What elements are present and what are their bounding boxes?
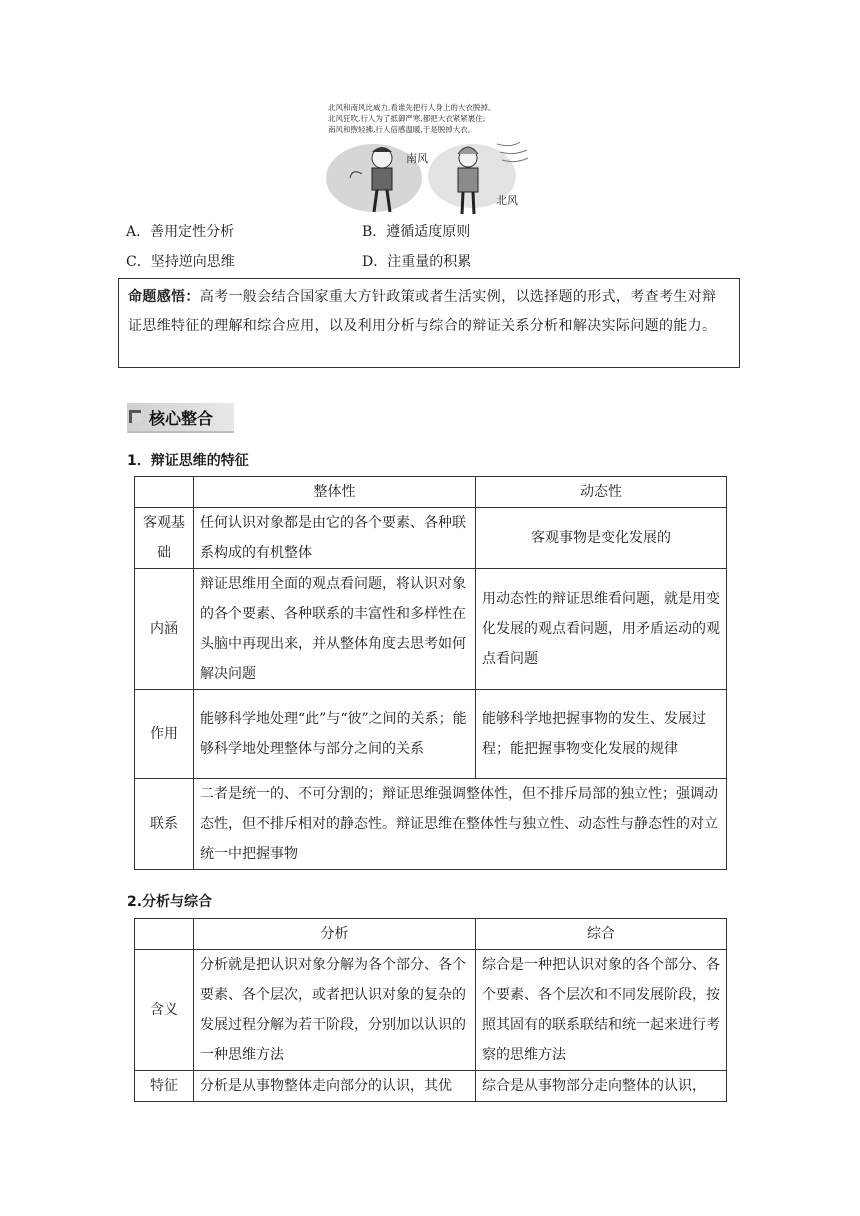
table-cell-merged: 二者是统一的、不可分割的；辩证思维强调整体性，但不排斥局部的独立性；强调动态性，但不排斥相对的静态性。辩证思维在整体性与独立性、动态性与静态性的对立统一中把握事物 — [194, 779, 727, 870]
table-cell: 客观事物是变化发展的 — [476, 508, 727, 569]
table-row — [135, 690, 727, 779]
choice-d: D．注重量的积累 — [362, 254, 472, 270]
caption-line: 南风和煦轻拂,行人倍感温暖,于是脱掉大衣。 — [328, 125, 476, 134]
analysis-synthesis-table — [134, 918, 727, 1102]
exam-insight-text: 高考一般会结合国家重大方针政策或者生活实例，以选择题的形式，考查考生对辩证思维特征的理解和综合应用，以及利用分析与综合的辩证关系分析和解决实际问题的能力。 — [128, 289, 717, 334]
table-cell: 能够科学地把握事物的发生、发展过程；能把握事物变化发展的规律 — [476, 690, 727, 779]
choice-a: A．善用定性分析 — [126, 224, 235, 240]
table-cell: 任何认识对象都是由它的各个要素、各种联系构成的有机整体 — [194, 508, 476, 569]
header-cell — [135, 477, 194, 508]
choice-b: B．遵循适度原则 — [362, 224, 471, 240]
row-label: 特征 — [135, 1071, 194, 1102]
table2-title: 2.分析与综合 — [127, 894, 213, 910]
table-cell: 能够科学地处理“此”与“彼”之间的关系；能够科学地处理整体与部分之间的关系 — [194, 690, 476, 779]
table-header-row — [135, 477, 727, 508]
header-cell: 综合 — [476, 919, 727, 950]
table-row — [135, 950, 727, 1071]
header-cell: 动态性 — [476, 477, 727, 508]
row-label: 联系 — [135, 779, 194, 870]
illustration-caption — [328, 102, 495, 135]
fable-illustration — [322, 102, 540, 214]
table-cell: 综合是从事物部分走向整体的认识， — [476, 1071, 727, 1102]
table-row — [135, 508, 727, 569]
section-marker-icon — [129, 410, 141, 423]
table-row — [135, 569, 727, 690]
caption-line: 北风和南风比威力,看谁先把行人身上的大衣脱掉。 — [328, 103, 496, 112]
section-header — [127, 403, 234, 433]
section-title: 核心整合 — [149, 409, 214, 428]
table-cell: 用动态性的辩证思维看问题，就是用变化发展的观点看问题，用矛盾运动的观点看问题 — [476, 569, 727, 690]
table-cell: 分析就是把认识对象分解为各个部分、各个要素、各个层次，或者把认识对象的复杂的发展过程分解为若干阶段，分别加以认识的一种思维方法 — [194, 950, 476, 1071]
row-label: 含义 — [135, 950, 194, 1071]
header-cell — [135, 919, 194, 950]
header-cell: 整体性 — [194, 477, 476, 508]
row-label: 客观基础 — [135, 508, 194, 569]
table-cell: 综合是一种把认识对象的各个部分、各个要素、各个层次和不同发展阶段，按照其固有的联系联结和统一起来进行考察的思维方法 — [476, 950, 727, 1071]
exam-insight-label: 命题感悟： — [128, 289, 200, 305]
caption-line: 北风狂吹,行人为了抵御严寒,都把大衣紧紧裹住; — [328, 114, 486, 123]
row-label: 内涵 — [135, 569, 194, 690]
dialectical-thinking-table — [134, 476, 727, 870]
exam-insight-paragraph — [128, 283, 729, 341]
table-cell: 分析是从事物整体走向部分的认识，其优 — [194, 1071, 476, 1102]
header-cell: 分析 — [194, 919, 476, 950]
table-cell: 辩证思维用全面的观点看问题，将认识对象的各个要素、各种联系的丰富性和多样性在头脑中再现出来，并从整体角度去思考如何解决问题 — [194, 569, 476, 690]
row-label: 作用 — [135, 690, 194, 779]
north-wind-label: 北风 — [496, 194, 518, 207]
table-row — [135, 1071, 727, 1102]
table1-title: 1．辩证思维的特征 — [127, 453, 249, 469]
exam-insight-box — [118, 278, 740, 368]
south-wind-label: 南风 — [406, 152, 428, 165]
choice-c: C．坚持逆向思维 — [126, 254, 235, 270]
table-header-row — [135, 919, 727, 950]
table-row — [135, 779, 727, 870]
